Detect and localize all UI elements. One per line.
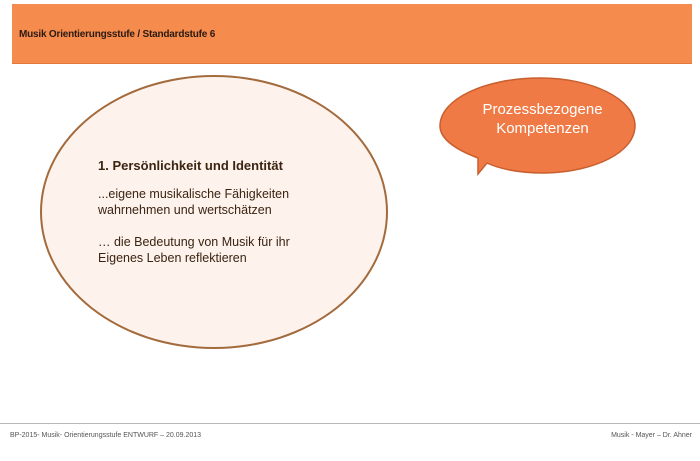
bubble-line-2: Kompetenzen — [496, 120, 589, 137]
paragraph-2-line-1: … die Bedeutung von Musik für ihr — [98, 235, 290, 249]
header-bar — [12, 4, 692, 64]
competence-paragraph-1 — [98, 186, 358, 218]
footer-divider — [0, 423, 700, 424]
paragraph-2-line-2: Eigenes Leben reflektieren — [98, 251, 247, 265]
speech-bubble-text — [455, 100, 630, 138]
paragraph-1-line-1: ...eigene musikalische Fähigkeiten — [98, 187, 290, 201]
competence-paragraph-2 — [98, 234, 358, 266]
footer-right-text: Musik - Mayer – Dr. Ahner — [611, 432, 692, 439]
ellipse-content — [98, 158, 358, 282]
paragraph-1-line-2: wahrnehmen und wertschätzen — [98, 203, 272, 217]
bubble-line-1: Prozessbezogene — [482, 101, 603, 118]
slide-title: Musik Orientierungsstufe / Standardstufe 6 — [19, 29, 216, 40]
competence-heading: 1. Persönlichkeit und Identität — [98, 158, 283, 173]
footer-left-text: BP-2015- Musik- Orientierungsstufe ENTWURF – 20.09.2013 — [10, 432, 202, 439]
